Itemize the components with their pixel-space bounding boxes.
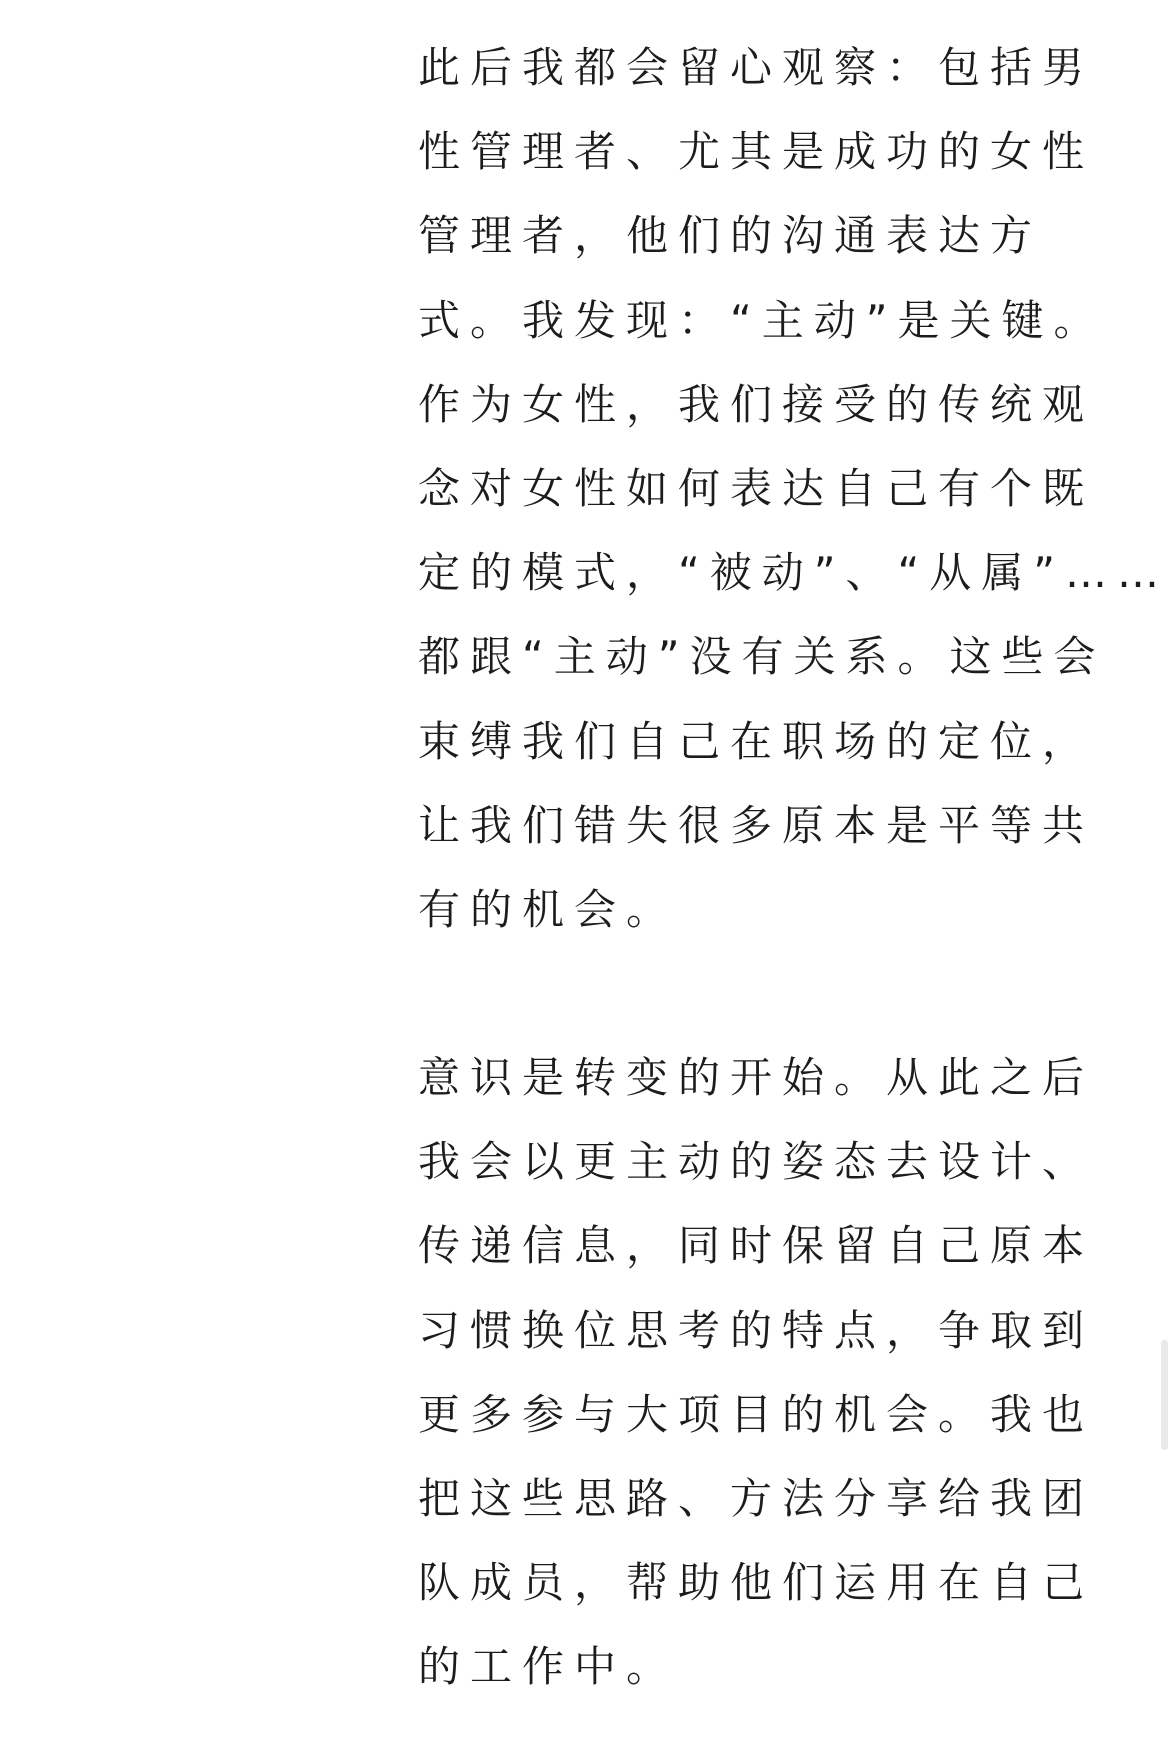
paragraph-spacer bbox=[418, 952, 1058, 1036]
article-paragraph-1 bbox=[418, 26, 1170, 952]
paragraph-line: 队成员，帮助他们运用在自己 bbox=[418, 1558, 1095, 1608]
paragraph-line: 的工作中。 bbox=[418, 1642, 679, 1692]
paragraph-line: 都跟“主动”没有关系。这些会 bbox=[418, 632, 1106, 682]
paragraph-line: 把这些思路、方法分享给我团 bbox=[418, 1474, 1095, 1523]
paragraph-line: 有的机会。 bbox=[418, 884, 679, 934]
paragraph-line: 束缚我们自己在职场的定位， bbox=[418, 716, 1095, 766]
paragraph-line: 念对女性如何表达自己有个既 bbox=[418, 463, 1095, 513]
paragraph-line: 此后我都会留心观察：包括男 bbox=[418, 43, 1095, 92]
paragraph-line: 定的模式，“被动”、“从属”…… bbox=[418, 548, 1170, 598]
paragraph-line: 更多参与大项目的机会。我也 bbox=[418, 1389, 1095, 1439]
article-body bbox=[418, 26, 1170, 1710]
paragraph-line: 式。我发现：“主动”是关键。 bbox=[418, 295, 1106, 345]
paragraph-line: 让我们错失很多原本是平等共 bbox=[418, 800, 1095, 850]
paragraph-line: 意识是转变的开始。从此之后 bbox=[418, 1053, 1095, 1103]
scrollbar-thumb[interactable] bbox=[1161, 1340, 1168, 1450]
paragraph-line: 性管理者、尤其是成功的女性 bbox=[418, 127, 1095, 177]
paragraph-line: 传递信息，同时保留自己原本 bbox=[418, 1221, 1095, 1271]
paragraph-line: 我会以更主动的姿态去设计、 bbox=[418, 1137, 1095, 1187]
article-paragraph-2 bbox=[418, 1036, 1095, 1710]
paragraph-line: 管理者，他们的沟通表达方 bbox=[418, 211, 1043, 261]
paragraph-line: 作为女性，我们接受的传统观 bbox=[418, 379, 1095, 429]
paragraph-line: 习惯换位思考的特点，争取到 bbox=[418, 1305, 1095, 1355]
